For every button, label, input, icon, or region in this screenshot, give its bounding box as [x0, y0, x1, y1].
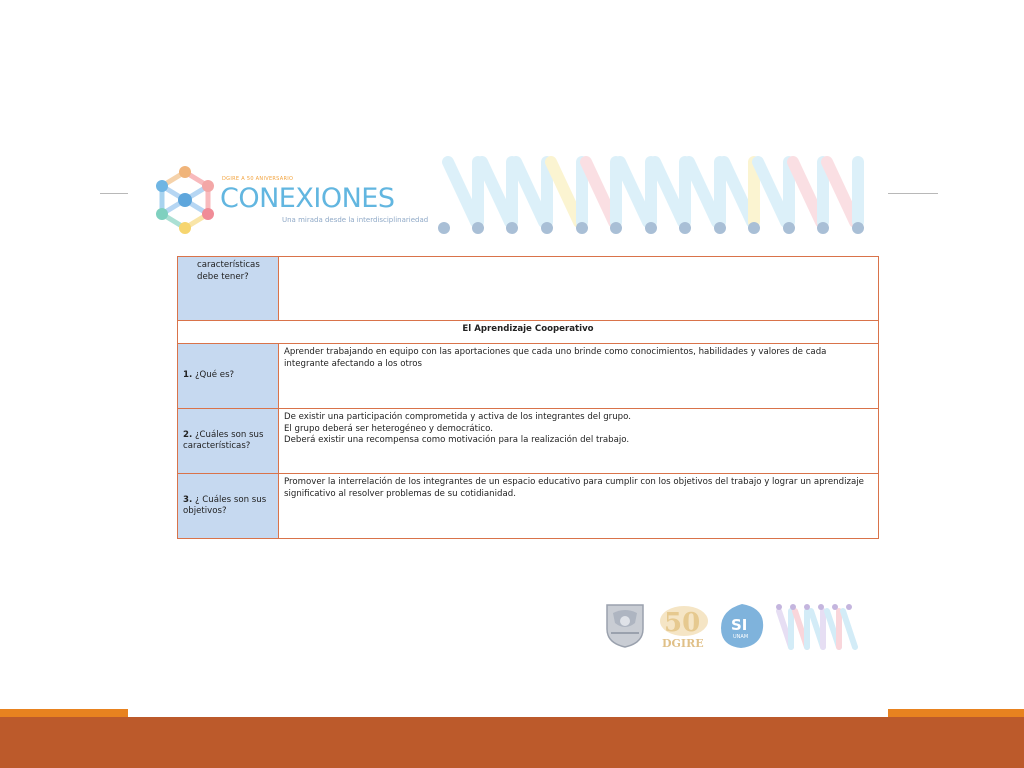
question-number: 1.: [183, 370, 193, 381]
question-cell: [178, 344, 279, 409]
answer-line: De existir una participación comprometida y activa de los integrantes del grupo.: [284, 412, 631, 422]
accent-bar-left: [0, 709, 128, 717]
cooperative-learning-table: [177, 256, 879, 539]
question-text: ¿Cuáles son sus características?: [183, 429, 264, 451]
logo-title: CONEXIONES: [220, 183, 395, 214]
table-row: [178, 409, 879, 474]
question-text: características debe tener?: [197, 260, 260, 282]
bottom-band: [0, 717, 1024, 768]
question-cell: [178, 474, 279, 539]
decorative-stripes-icon: [432, 152, 872, 238]
accent-bar-right: [888, 709, 1024, 717]
table-row: [178, 257, 879, 321]
dgire-50-logo-icon: [656, 603, 710, 649]
table-row: [178, 321, 879, 344]
table-row: [178, 344, 879, 409]
si-text: SI: [731, 616, 748, 634]
dgire-number: 50: [664, 608, 701, 638]
unam-crest-icon: [603, 601, 647, 649]
answer-cell: Aprender trabajando en equipo con las aportaciones que cada uno brinde como conocimientos, habilidades y valores de cada integrante afectando a los otros: [279, 344, 879, 409]
logo-subtitle: Una mirada desde la interdisciplinariedad: [282, 216, 429, 224]
mini-stripes-icon: [775, 601, 861, 651]
header-rule-left: [100, 193, 128, 194]
question-cell: [178, 409, 279, 474]
answer-line: Deberá existir una recompensa como motivación para la realización del trabajo.: [284, 435, 630, 445]
header-rule-right: [888, 193, 938, 194]
dgire-text: DGIRE: [662, 637, 704, 649]
conexiones-logo-icon: [150, 164, 220, 236]
table-row: [178, 474, 879, 539]
section-title: El Aprendizaje Cooperativo: [178, 321, 879, 344]
answer-cell: [279, 409, 879, 474]
question-cell: [178, 257, 279, 321]
question-number: 2.: [183, 429, 193, 440]
si-unam-logo-icon: [717, 602, 767, 650]
answer-cell: Promover la interrelación de los integrantes de un espacio educativo para cumplir con los objetivos del trabajo y lograr un aprendizaje significativo al resolver problemas de su cotidianidad.: [279, 474, 879, 539]
logo-anniversary-text: DGIRE A 50 ANIVERSARIO: [222, 176, 294, 182]
answer-line: El grupo deberá ser heterogéneo y democrático.: [284, 423, 493, 434]
question-text: ¿ Cuáles son sus objetivos?: [183, 494, 267, 516]
si-subtext: UNAM: [733, 634, 749, 640]
question-text: ¿Qué es?: [194, 370, 235, 381]
question-number: 3.: [183, 494, 193, 505]
answer-cell: [279, 257, 879, 321]
